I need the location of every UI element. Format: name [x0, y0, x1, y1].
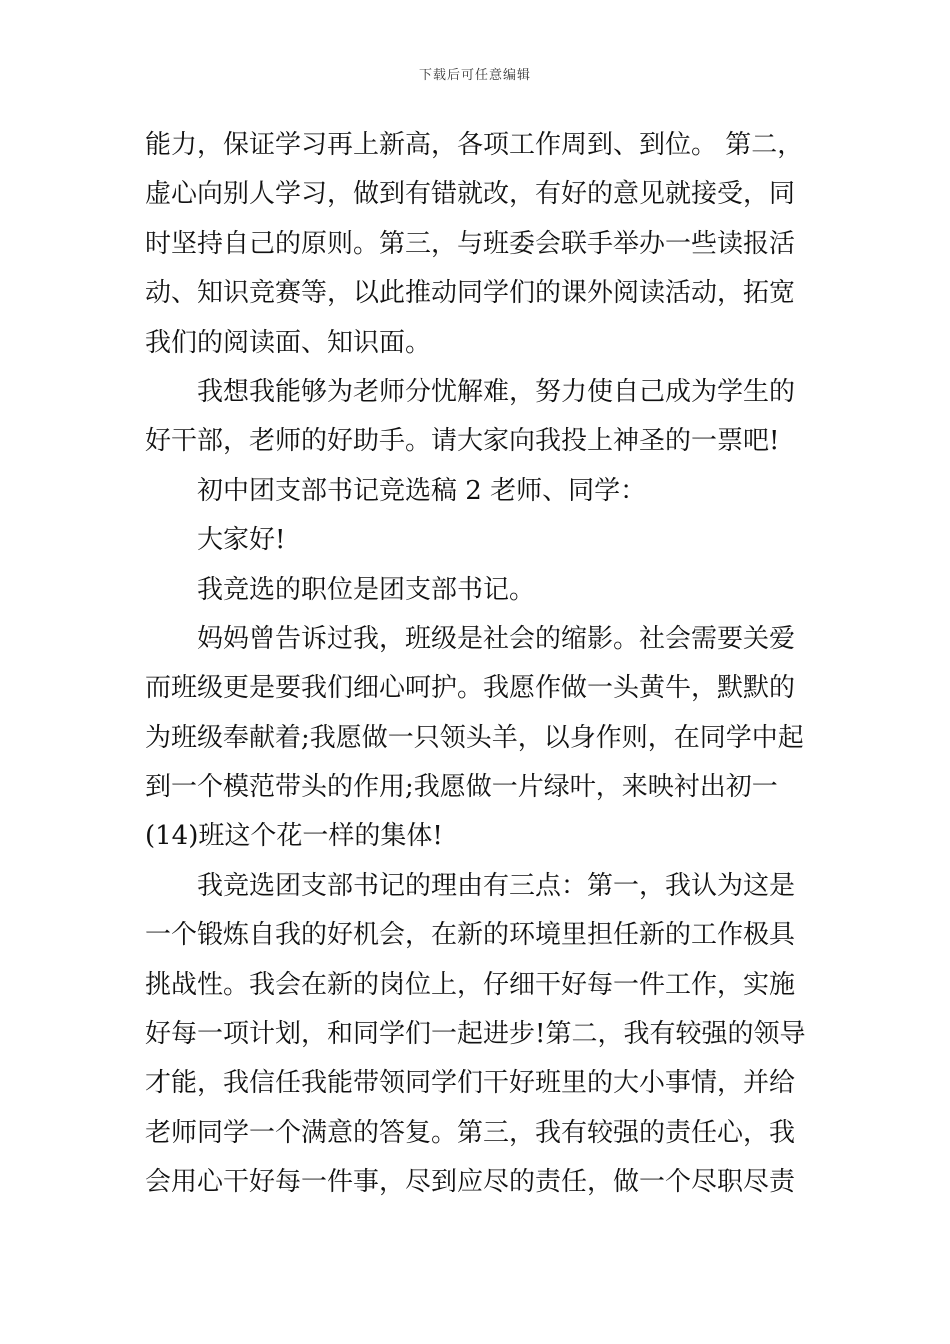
text-line: 时坚持自己的原则。第三，与班委会联手举办一些读报活	[145, 228, 796, 259]
paragraph-start-line: 我竞选的职位是团支部书记。	[197, 574, 536, 605]
text-line: 老师同学一个满意的答复。第三，我有较强的责任心，我	[145, 1117, 796, 1148]
paragraph-start-line: 我竞选团支部书记的理由有三点：第一，我认为这是	[197, 870, 796, 901]
section-title-line: 初中团支部书记竞选稿 2 老师、同学：	[197, 475, 647, 506]
document-body	[145, 121, 815, 1208]
text-line: 动、知识竞赛等，以此推动同学们的课外阅读活动，拓宽	[145, 278, 796, 309]
text-line: 才能，我信任我能带领同学们干好班里的大小事情，并给	[145, 1068, 796, 1099]
text-line: 一个锻炼自我的好机会，在新的环境里担任新的工作极具	[145, 920, 796, 951]
text-line: 好干部，老师的好助手。请大家向我投上神圣的一票吧!	[145, 426, 780, 457]
text-line: 为班级奉献着;我愿做一只领头羊，以身作则，在同学中起	[145, 722, 804, 753]
text-line: 会用心干好每一件事，尽到应尽的责任，做一个尽职尽责	[145, 1167, 796, 1198]
text-line: 虚心向别人学习，做到有错就改，有好的意见就接受，同	[145, 179, 796, 210]
paragraph-start-line: 妈妈曾告诉过我，班级是社会的缩影。社会需要关爱	[197, 623, 796, 654]
text-line: 而班级更是要我们细心呵护。我愿作做一头黄牛，默默的	[145, 673, 796, 704]
greeting-line: 大家好!	[197, 525, 286, 556]
text-line: 好每一项计划，和同学们一起进步!第二，我有较强的领导	[145, 1019, 806, 1050]
text-line: 我们的阅读面、知识面。	[145, 327, 432, 358]
text-line: 到一个模范带头的作用;我愿做一片绿叶，来映衬出初一	[145, 772, 778, 803]
text-line: 能力，保证学习再上新高，各项工作周到、到位。 第二，	[145, 130, 804, 160]
page-header: 下载后可任意编辑	[418, 68, 531, 83]
text-line: 挑战性。我会在新的岗位上，仔细干好每一件工作，实施	[145, 969, 796, 1000]
paragraph-start-line: 我想我能够为老师分忧解难，努力使自己成为学生的	[197, 376, 796, 407]
text-line: (14)班这个花一样的集体!	[145, 821, 443, 852]
